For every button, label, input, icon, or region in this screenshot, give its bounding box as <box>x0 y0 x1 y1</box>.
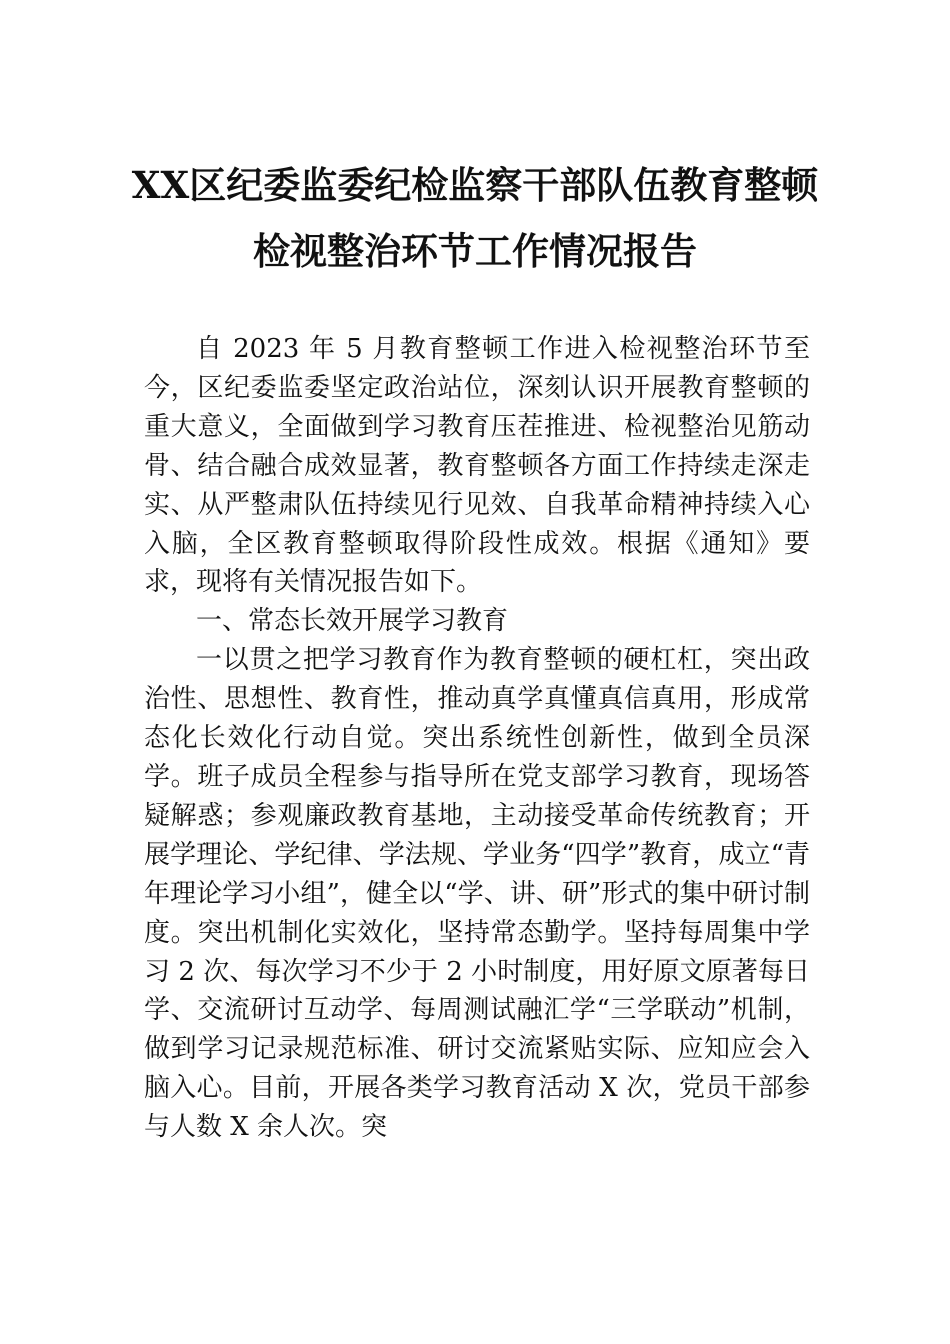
section-heading: 一、常态长效开展学习教育 <box>196 606 509 637</box>
document-title-line1: XX区纪委监委纪检监察干部队伍教育整顿 <box>131 163 819 207</box>
document-title-line2: 检视整治环节工作情况报告 <box>253 229 697 273</box>
document-body <box>144 330 810 1147</box>
intro-paragraph: 自 2023 年 5 月教育整顿工作进入检视整治环节至今，区纪委监委坚定政治站位，深刻认识开展教育整顿的重大意义，全面做到学习教育压茬推进、检视整治见筋动骨、结合融合成效显著，教育整顿各方面工作持续走深走实、从严整肃队伍持续见行见效、自我革命精神持续入心入脑，全区教育整顿取得阶段性成效。根据《通知》要求，现将有关情况报告如下。 <box>144 334 810 598</box>
section-paragraph: 一以贯之把学习教育作为教育整顿的硬杠杠，突出政治性、思想性、教育性，推动真学真懂真信真用，形成常态化长效化行动自觉。突出系统性创新性，做到全员深学。班子成员全程参与指导所在党支部学习教育，现场答疑解惑；参观廉政教育基地，主动接受革命传统教育；开展学理论、学纪律、学法规、学业务“四学”教育，成立“青年理论学习小组”，健全以“学、讲、研”形式的集中研讨制度。突出机制化实效化，坚持常态勤学。坚持每周集中学习 2 次、每次学习不少于 2 小时制度，用好原文原著每日学、交流研讨互动学、每周测试融汇学“三学联动”机制，做到学习记录规范标准、研讨交流紧贴实际、应知应会入脑入心。目前，开展各类学习教育活动 X 次，党员干部参与人数 X 余人次。突 <box>144 645 810 1143</box>
